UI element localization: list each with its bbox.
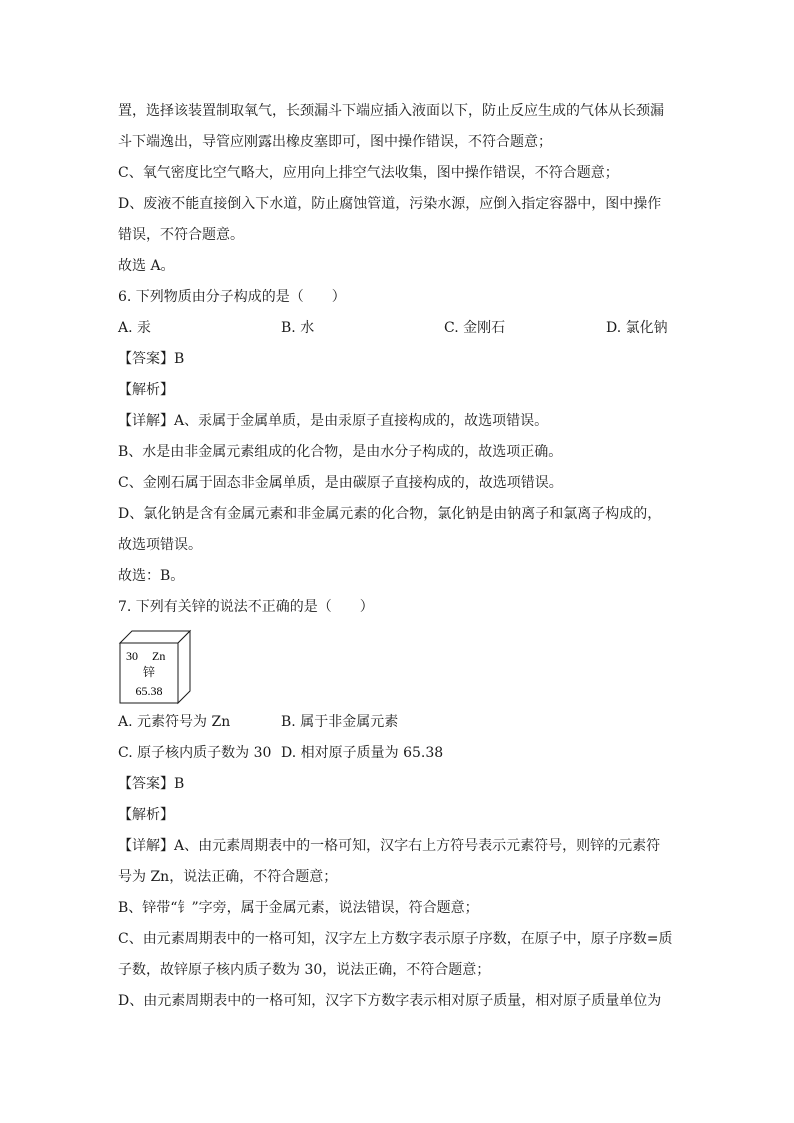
q7-option-d: D. 相对原子质量为 65.38	[281, 745, 444, 761]
element-tile	[118, 629, 678, 707]
q6-explain-line: B、水是由非金属元素组成的化合物，是由水分子构成的，故选项正确。	[118, 444, 563, 460]
q6-option-d: D. 氯化钠	[606, 320, 668, 336]
q6-option-c: C. 金刚石	[444, 320, 506, 336]
q7-explain-line: B、锌带“钅”字旁，属于金属元素，说法错误，符合题意；	[118, 900, 479, 916]
document-body	[118, 96, 678, 1017]
text-line: C、氧气密度比空气略大，应用向上排空气法收集，图中操作错误，不符合题意；	[118, 165, 619, 181]
text-line: 故选 A。	[118, 258, 175, 274]
q7-explain-line: 子数，故锌原子核内质子数为 30，说法正确，不符合题意；	[118, 962, 491, 978]
text-line: 错误，不符合题意。	[118, 227, 244, 243]
q7-answer: 【答案】B	[118, 776, 185, 792]
q6-option-b: B. 水	[281, 320, 315, 336]
tile-atomic-number: 30	[126, 649, 138, 663]
q7-options-row1	[118, 707, 678, 738]
q7-explain-line: C、由元素周期表中的一格可知，汉字左上方数字表示原子序数，在原子中，原子序数=质	[118, 931, 673, 947]
q6-answer: 【答案】B	[118, 351, 185, 367]
q7-explain-line: 【详解】A、由元素周期表中的一格可知，汉字右上方符号表示元素符号，则锌的元素符	[118, 838, 661, 854]
q7-option-b: B. 属于非金属元素	[281, 714, 399, 730]
question-6: 6. 下列物质由分子构成的是（ ）	[118, 289, 346, 305]
q7-explain-line: 号为 Zn，说法正确，不符合题意；	[118, 869, 338, 885]
q6-explain-line: D、氯化钠是含有金属元素和非金属元素的化合物，氯化钠是由钠离子和氯离子构成的，	[118, 506, 662, 522]
tile-symbol: Zn	[152, 649, 166, 663]
tile-mass: 65.38	[135, 684, 163, 698]
q7-option-a: A. 元素符号为 Zn	[118, 714, 231, 730]
tile-name: 锌	[142, 665, 156, 679]
q6-explain-line: C、金刚石属于固态非金属单质，是由碳原子直接构成的，故选项错误。	[118, 475, 563, 491]
q6-option-a: A. 汞	[118, 320, 152, 336]
q7-option-c: C. 原子核内质子数为 30	[118, 745, 272, 761]
q6-analysis-heading: 【解析】	[118, 382, 174, 398]
q6-explain-line: 【详解】A、汞属于金属单质，是由汞原子直接构成的，故选项错误。	[118, 413, 549, 429]
question-7: 7. 下列有关锌的说法不正确的是（ ）	[118, 599, 374, 615]
q7-analysis-heading: 【解析】	[118, 807, 174, 823]
text-line: D、废液不能直接倒入下水道，防止腐蚀管道，污染水源，应倒入指定容器中，图中操作	[118, 196, 662, 212]
element-tile-graphic	[118, 629, 198, 705]
q7-explain-line: D、由元素周期表中的一格可知，汉字下方数字表示相对原子质量，相对原子质量单位为	[118, 993, 662, 1009]
text-line: 斗下端逸出，导管应刚露出橡皮塞即可，图中操作错误，不符合题意；	[118, 134, 552, 150]
q7-options-row2	[118, 738, 678, 769]
q6-explain-line: 故选项错误。	[118, 537, 202, 553]
text-line: 置，选择该装置制取氧气，长颈漏斗下端应插入液面以下，防止反应生成的气体从长颈漏	[118, 103, 664, 119]
q6-options	[118, 313, 678, 344]
q6-explain-line: 故选：B。	[118, 568, 185, 584]
